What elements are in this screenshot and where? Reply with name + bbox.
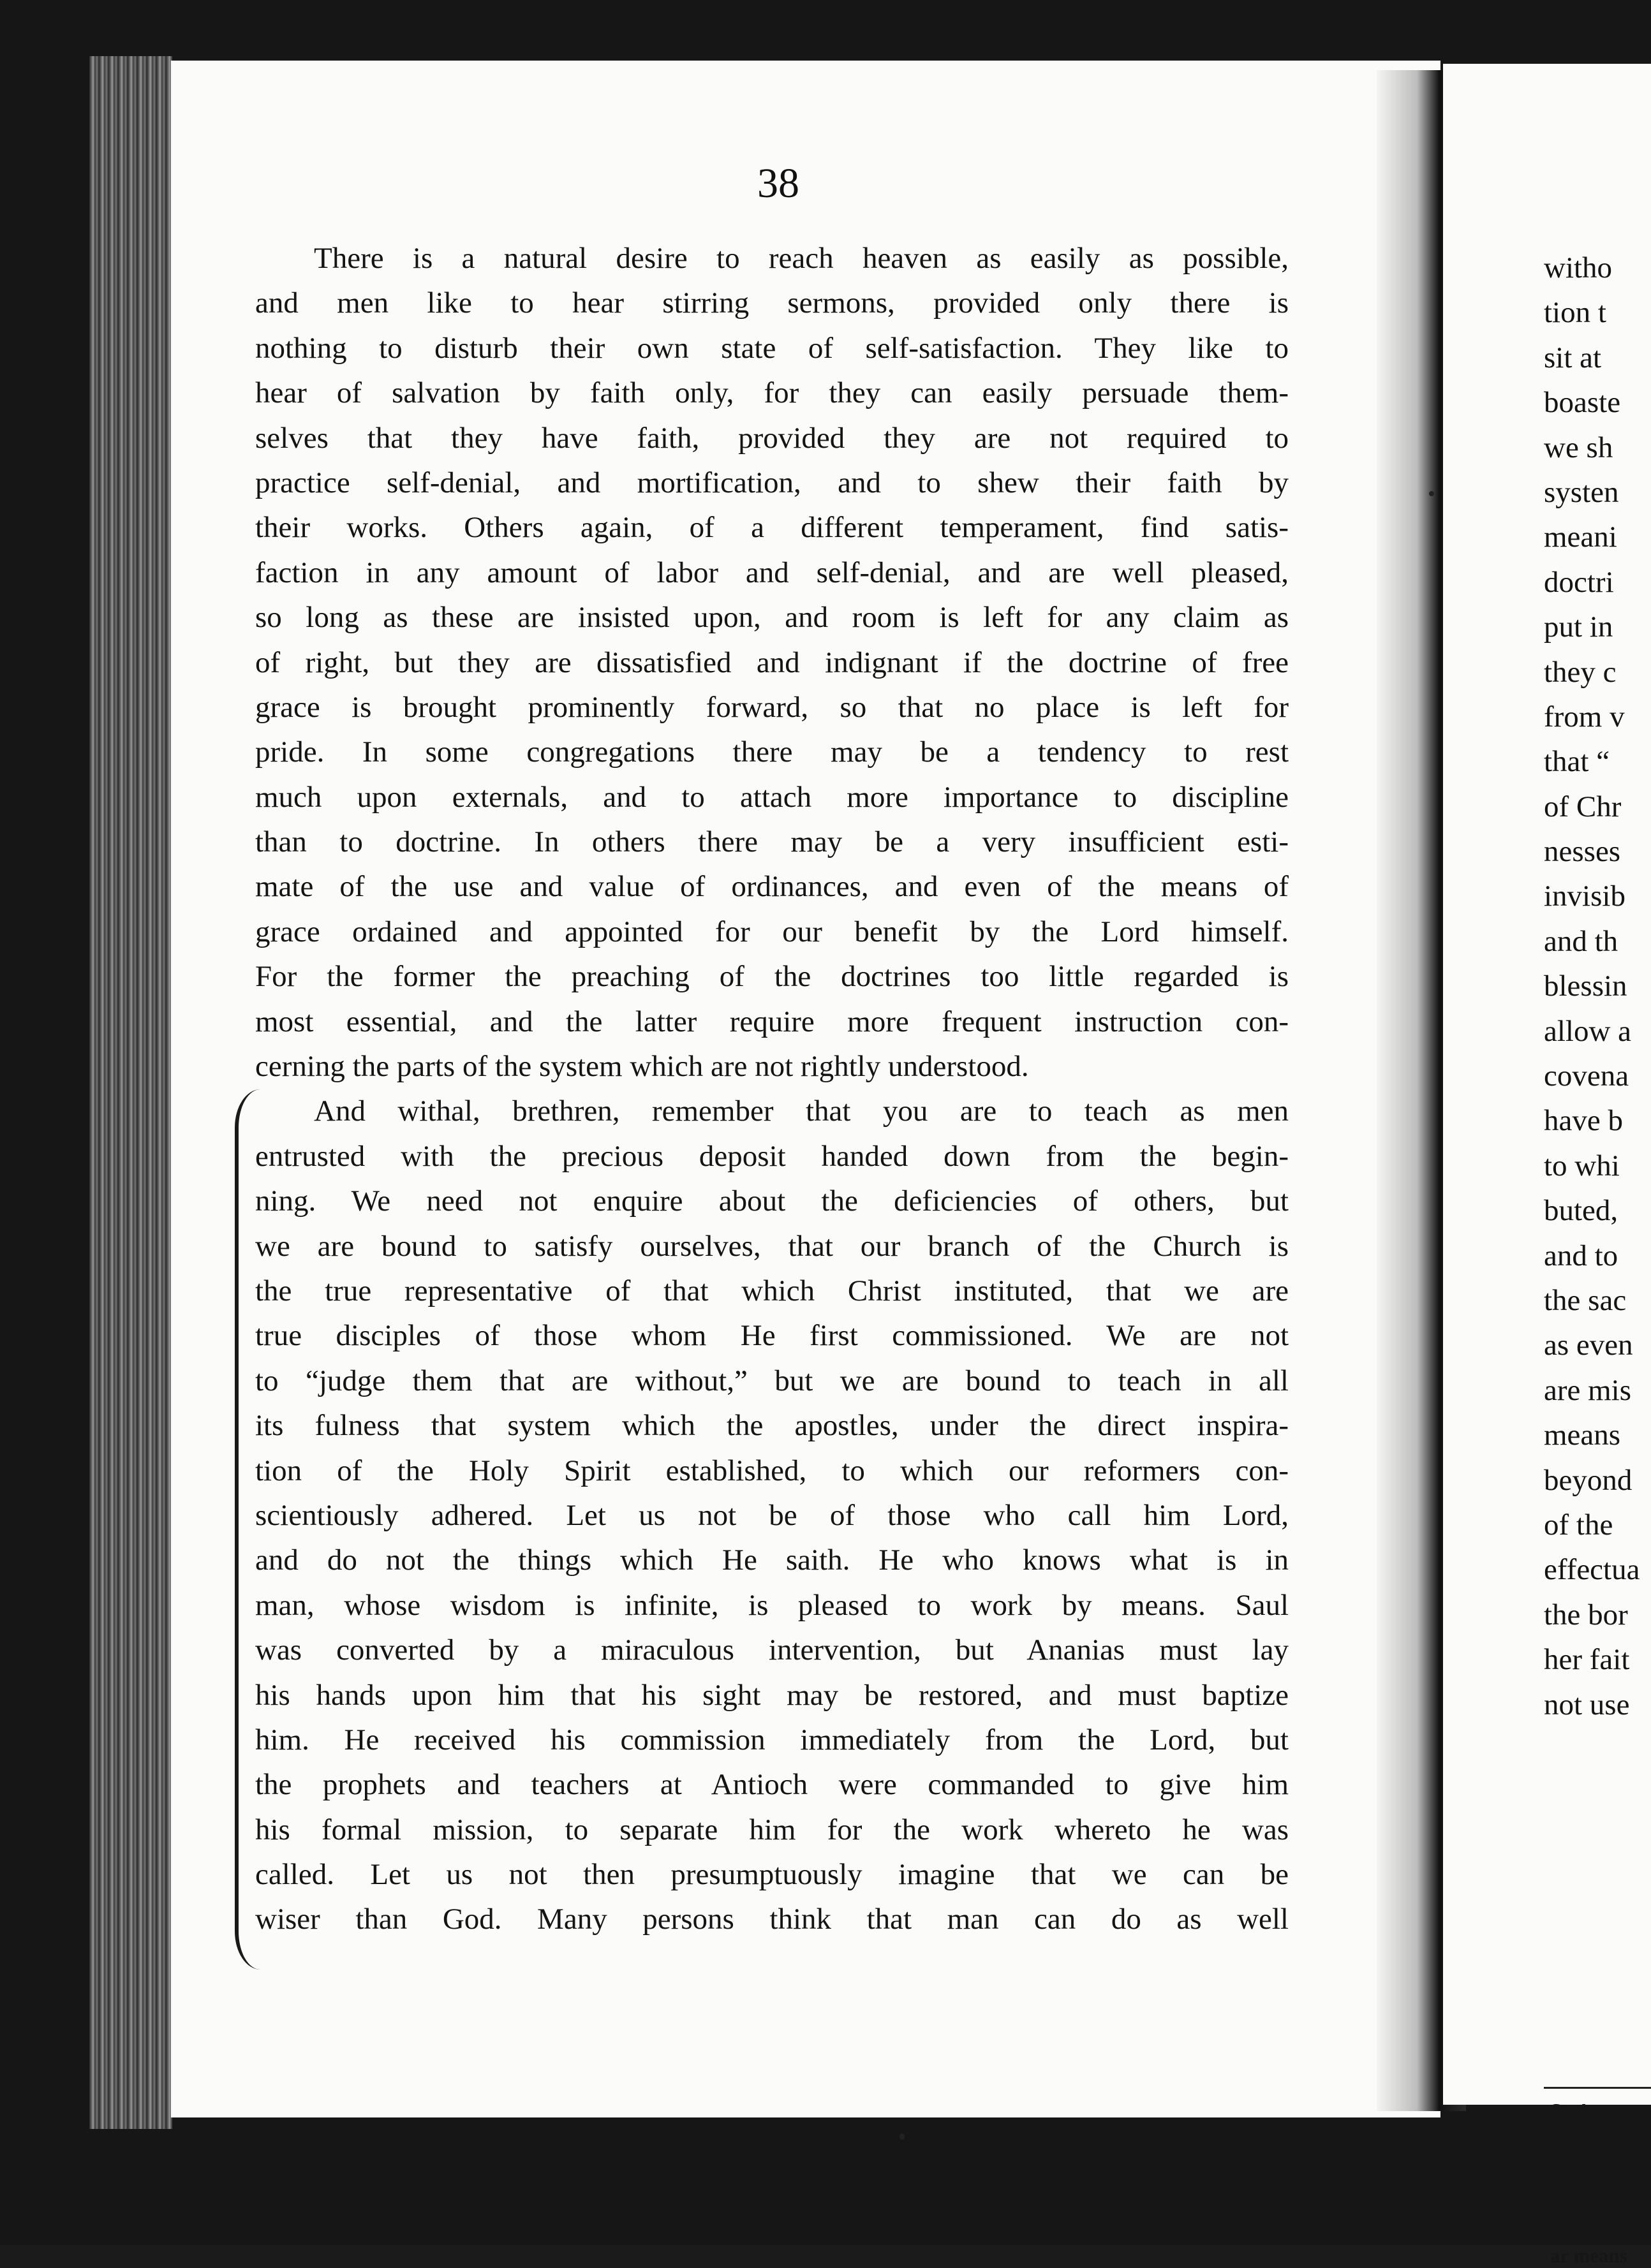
text-line: allow a: [1544, 1014, 1632, 1048]
text-line: have b: [1544, 1104, 1623, 1138]
text-line: put in: [1544, 610, 1613, 644]
text-line: as even: [1544, 1329, 1633, 1362]
text-line: to “judge them that are without,” but we are bound to teach in all: [255, 1364, 1289, 1397]
text-line: faction in any amount of labor and self-denial, and are well pleased,: [255, 556, 1289, 589]
text-line: hear of salvation by faith only, for they can easily persuade them-: [255, 376, 1289, 410]
text-line: blessin: [1544, 969, 1627, 1003]
text-line: her fait: [1544, 1643, 1630, 1677]
right-page-footnote: [1550, 2098, 1651, 2268]
right-page-text: [1544, 246, 1651, 1727]
text-line: effectua: [1544, 1553, 1640, 1587]
text-line: are mis: [1544, 1373, 1632, 1407]
text-line: called. Let us not then presumptuously imagine that we can be: [255, 1858, 1289, 1892]
text-line: was converted by a miraculous intervention, but Ananias must lay: [255, 1633, 1289, 1667]
text-line: boaste: [1544, 386, 1621, 420]
text-line: selves that they have faith, provided they are not required to: [255, 421, 1289, 455]
text-line: tion of the Holy Spirit established, to which our reformers con-: [255, 1454, 1289, 1487]
text-line: their works. Others again, of a different temperament, find satis-: [255, 511, 1289, 545]
text-line: of Chr: [1544, 790, 1622, 823]
text-line: nothing to disturb their own state of self-satisfaction. They like to: [255, 331, 1289, 365]
text-line: than to doctrine. In others there may be a very insufficient esti-: [255, 825, 1289, 859]
text-line: And withal, brethren, remember that you are to teach as men: [314, 1094, 1289, 1128]
text-line: There is a natural desire to reach heaven as easily as possible,: [314, 242, 1289, 275]
text-line: wiser than God. Many persons think that man can do as well: [255, 1903, 1289, 1936]
text-line: his hands upon him that his sight may be restored, and must baptize: [255, 1678, 1289, 1712]
text-line: entrusted with the precious deposit handed down from the begin-: [255, 1139, 1289, 1173]
text-line: to whi: [1544, 1149, 1620, 1182]
text-line: we sh: [1544, 431, 1613, 464]
text-line: grace ordained and appointed for our benefit by the Lord himself.: [255, 915, 1289, 948]
text-line: For the former the preaching of the doctrines too little regarded is: [255, 960, 1289, 994]
footnote-rule: [1544, 2087, 1651, 2089]
text-line: true disciples of those whom He first commissioned. We are not: [255, 1319, 1289, 1353]
text-line: witho: [1544, 251, 1613, 284]
text-line: man, whose wisdom is infinite, is pleased to work by means. Saul: [255, 1588, 1289, 1622]
ink-speck: [1429, 491, 1434, 496]
text-line: mate of the use and value of ordinances, and even of the means of: [255, 870, 1289, 904]
text-line: they c: [1544, 655, 1617, 689]
text-line: and do not the things which He saith. He who knows what is in: [255, 1543, 1289, 1577]
text-line: practice self-denial, and mortification, and to shew their faith by: [255, 466, 1289, 499]
text-line: nesses: [1544, 835, 1621, 869]
footnote-line: the old lav: [1550, 2196, 1638, 2218]
main-text-block: [255, 236, 1289, 1942]
footnote-line: ar means: [1550, 2244, 1627, 2267]
text-line: that “: [1544, 745, 1610, 779]
text-line: buted,: [1544, 1194, 1618, 1228]
text-line: so long as these are insisted upon, and room is left for any claim as: [255, 601, 1289, 635]
page-number: 38: [757, 160, 799, 207]
text-line: the prophets and teachers at Antioch were commanded to give him: [255, 1768, 1289, 1802]
text-line: and to: [1544, 1239, 1618, 1272]
text-line: beyond: [1544, 1463, 1632, 1497]
text-line: its fulness that system which the apostles, under the direct inspira-: [255, 1409, 1289, 1443]
text-line: doctri: [1544, 565, 1614, 599]
text-line: not use: [1544, 1688, 1630, 1721]
text-line: and men like to hear stirring sermons, provided only there is: [255, 286, 1289, 320]
footnote-line: ments of t: [1550, 2220, 1634, 2242]
page-stack-edge: [89, 56, 172, 2129]
text-line: him. He received his commission immediately from the Lord, but: [255, 1723, 1289, 1756]
text-line: the sac: [1544, 1283, 1627, 1317]
text-line: of right, but they are dissatisfied and indignant if the doctrine of free: [255, 645, 1289, 679]
text-line: systen: [1544, 475, 1619, 509]
footnote-line: of the Old: [1550, 2123, 1635, 2146]
text-line: scientiously adhered. Let us not be of those who call him Lord,: [255, 1498, 1289, 1532]
text-line: cerning the parts of the system which are not rightly understood.: [255, 1050, 1029, 1084]
text-line: pride. In some congregations there may be a tendency to rest: [255, 735, 1289, 769]
text-line: much upon externals, and to attach more importance to discipline: [255, 780, 1289, 814]
text-line: covena: [1544, 1059, 1629, 1093]
text-line: tion t: [1544, 296, 1606, 330]
text-line: most essential, and the latter require more frequent instruction con-: [255, 1005, 1289, 1038]
footnote-line: observes,: [1550, 2147, 1628, 2170]
text-line: grace is brought prominently forward, so that no place is left for: [255, 690, 1289, 724]
footnote-line: St. Au: [1550, 2099, 1602, 2121]
text-line: the bor: [1544, 1598, 1628, 1631]
text-line: ning. We need not enquire about the deficiencies of others, but: [255, 1184, 1289, 1218]
text-line: and th: [1544, 924, 1618, 958]
text-line: invisib: [1544, 880, 1625, 913]
text-line: we are bound to satisfy ourselves, that our branch of the Church is: [255, 1229, 1289, 1263]
text-line: sit at: [1544, 341, 1602, 374]
text-line: his formal mission, to separate him for the work whereto he was: [255, 1813, 1289, 1846]
text-line: the true representative of that which Christ instituted, that we are: [255, 1274, 1289, 1307]
text-line: from v: [1544, 700, 1625, 733]
text-line: of the: [1544, 1508, 1613, 1542]
text-line: means: [1544, 1418, 1621, 1452]
text-line: meani: [1544, 520, 1617, 554]
footnote-line: antiquity,: [1550, 2172, 1631, 2194]
ink-speck: [900, 2133, 905, 2140]
